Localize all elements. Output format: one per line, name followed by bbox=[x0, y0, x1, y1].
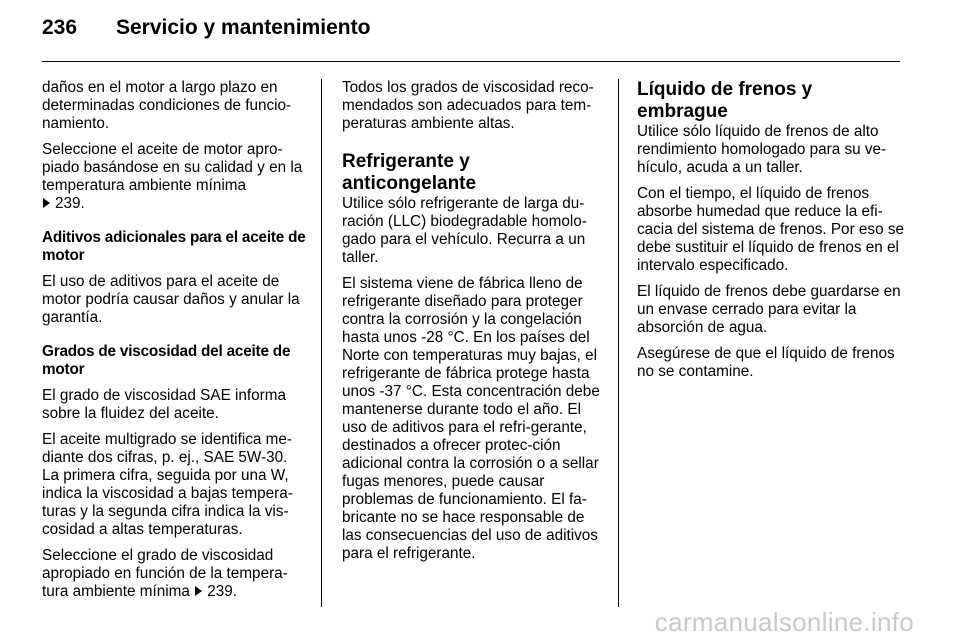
paragraph: Asegúrese de que el líquido de frenos no se contamine. bbox=[637, 345, 895, 380]
paragraph bbox=[42, 547, 306, 601]
page-reference-arrow-icon bbox=[195, 586, 202, 596]
paragraph: El líquido de frenos debe guardarse en un envase cerrado para evitar la absorción de agua. bbox=[637, 283, 901, 336]
page-reference[interactable]: 239. bbox=[207, 583, 237, 600]
watermark: carmanualsonline.info bbox=[654, 607, 914, 637]
paragraph: Utilice sólo refrigerante de larga du-ración (LLC) biodegradable homolo-gado para el vehículo. Recurra a un taller. bbox=[342, 195, 587, 266]
subheading-additives: Aditivos adicionales para el aceite de motor bbox=[42, 229, 306, 264]
column-divider bbox=[618, 79, 619, 607]
column-2 bbox=[342, 79, 608, 571]
column-divider bbox=[321, 79, 322, 607]
subheading-viscosity: Grados de viscosidad del aceite de motor bbox=[42, 343, 291, 378]
header-rule bbox=[42, 61, 900, 62]
paragraph-text: Seleccione el aceite de motor apro-piado basándose en su calidad y en la temperatura ambiente mínima bbox=[42, 141, 303, 194]
heading-brake-fluid: Líquido de frenos y embrague bbox=[637, 79, 813, 122]
page-reference-arrow-icon bbox=[43, 198, 50, 208]
paragraph bbox=[42, 141, 306, 213]
paragraph: daños en el motor a largo plazo en determinadas condiciones de funcio-namiento. bbox=[42, 79, 292, 132]
paragraph: El aceite multigrado se identifica me-diante dos cifras, p. ej., SAE 5W-30. La primera cifra, seguida por una W, indica la viscosidad a bajas tempera-turas y la segunda cifra indica la vis-cosidad a altas temperaturas. bbox=[42, 431, 293, 538]
paragraph: Todos los grados de viscosidad reco-mendados son adecuados para tem-peraturas ambiente altas. bbox=[342, 79, 594, 132]
paragraph: Utilice sólo líquido de frenos de alto rendimiento homologado para su ve-hículo, acuda a un taller. bbox=[637, 123, 887, 176]
paragraph: El uso de aditivos para el aceite de motor podría causar daños y anular la garantía. bbox=[42, 273, 300, 326]
page-header bbox=[42, 16, 370, 52]
page-reference[interactable]: 239. bbox=[55, 195, 85, 212]
section-title: Servicio y mantenimiento bbox=[116, 16, 371, 39]
paragraph: El sistema viene de fábrica lleno de refrigerante diseñado para proteger contra la corrosión y la congelación hasta unos -28 °C. En los países del Norte con temperaturas muy bajas, el refrigerante de fábrica protege hasta unos -37 °C. Esta concentración debe mantenerse durante todo el año. El uso de aditivos para el refri-gerante, destinados a ofrecer protec-ción adicional contra la corrosión o a sellar fugas menores, puede causar problemas de funcionamiento. El fa-bricante no se hace responsable de las consecuencias del uso de aditivos para el refrigerante. bbox=[342, 275, 600, 562]
column-1 bbox=[42, 79, 306, 609]
paragraph-text: Seleccione el grado de viscosidad apropiado en función de la tempera-tura ambiente mínima bbox=[42, 547, 288, 600]
page-number: 236 bbox=[42, 16, 78, 39]
paragraph: Con el tiempo, el líquido de frenos absorbe humedad que reduce la efi-cacia del sistema de frenos. Por eso se debe sustituir el líquido de frenos en el intervalo especificado. bbox=[637, 185, 904, 274]
column-3 bbox=[637, 79, 905, 389]
heading-coolant: Refrigerante y anticongelante bbox=[342, 151, 477, 194]
paragraph: El grado de viscosidad SAE informa sobre la fluidez del aceite. bbox=[42, 387, 287, 422]
